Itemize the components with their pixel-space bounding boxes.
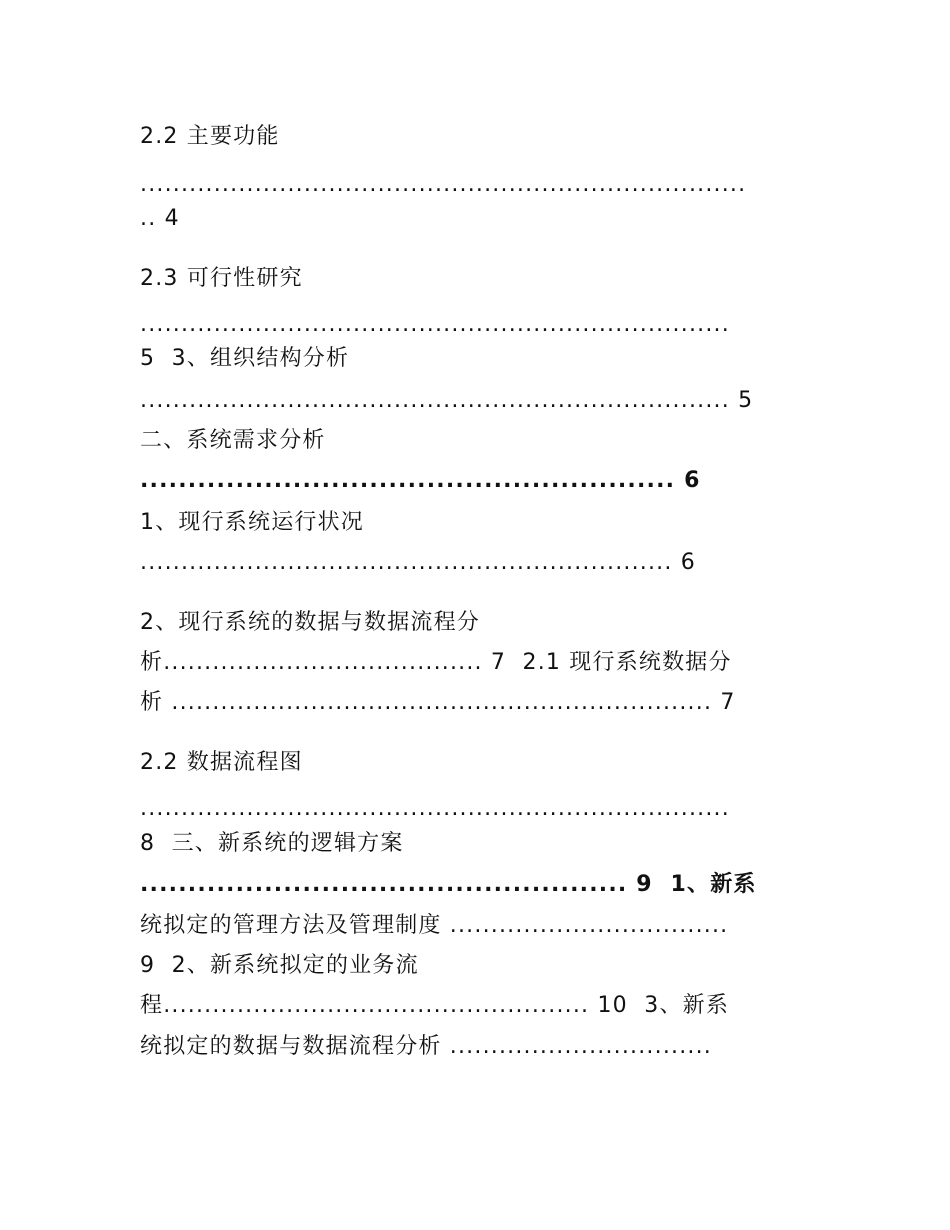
toc-bold-leader-dots-with-page: ................................................... 9 1、新系 (140, 872, 757, 897)
toc-line-process-page: 程.................................................... 10 3、新系 (140, 993, 730, 1018)
toc-heading-2-3-feasibility: 2.3 可行性研究 (140, 266, 303, 291)
toc-leader-dots-with-page: 析 .................................................................. 7 (140, 690, 736, 715)
toc-line-org-structure: 5 3、组织结构分析 (140, 346, 350, 371)
toc-heading-data-flow-diagram: 2.2 数据流程图 (140, 750, 303, 775)
toc-leader-dots-with-page: ................................................................. 6 (140, 550, 696, 575)
toc-leader-dots: ........................................................................ (140, 796, 730, 821)
toc-leader-dots-with-page: ........................................................................ 5 (140, 388, 754, 413)
toc-heading-current-status: 1、现行系统运行状况 (140, 510, 364, 535)
toc-bold-leader-dots-with-page: ........................................................ 6 (140, 468, 701, 493)
toc-line-data-analysis: 析....................................... 7 2.1 现行系统数据分 (140, 650, 732, 675)
toc-heading-data-flow-analysis: 2、现行系统的数据与数据流程分 (140, 610, 480, 635)
toc-line-management-methods: 统拟定的管理方法及管理制度 .................................. (140, 913, 729, 938)
toc-line-logic-plan: 8 三、新系统的逻辑方案 (140, 831, 404, 856)
toc-page-number-line: .. 4 (140, 206, 180, 231)
toc-leader-dots: ........................................................................ (140, 312, 730, 337)
toc-line-new-system-data-flow: 统拟定的数据与数据流程分析 ................................ (140, 1034, 712, 1059)
toc-line-business-process: 9 2、新系统拟定的业务流 (140, 953, 419, 978)
toc-heading-requirements: 二、系统需求分析 (140, 428, 326, 453)
toc-leader-dots: .......................................................................... (140, 172, 747, 197)
toc-heading-2-2-main-functions: 2.2 主要功能 (140, 124, 280, 149)
